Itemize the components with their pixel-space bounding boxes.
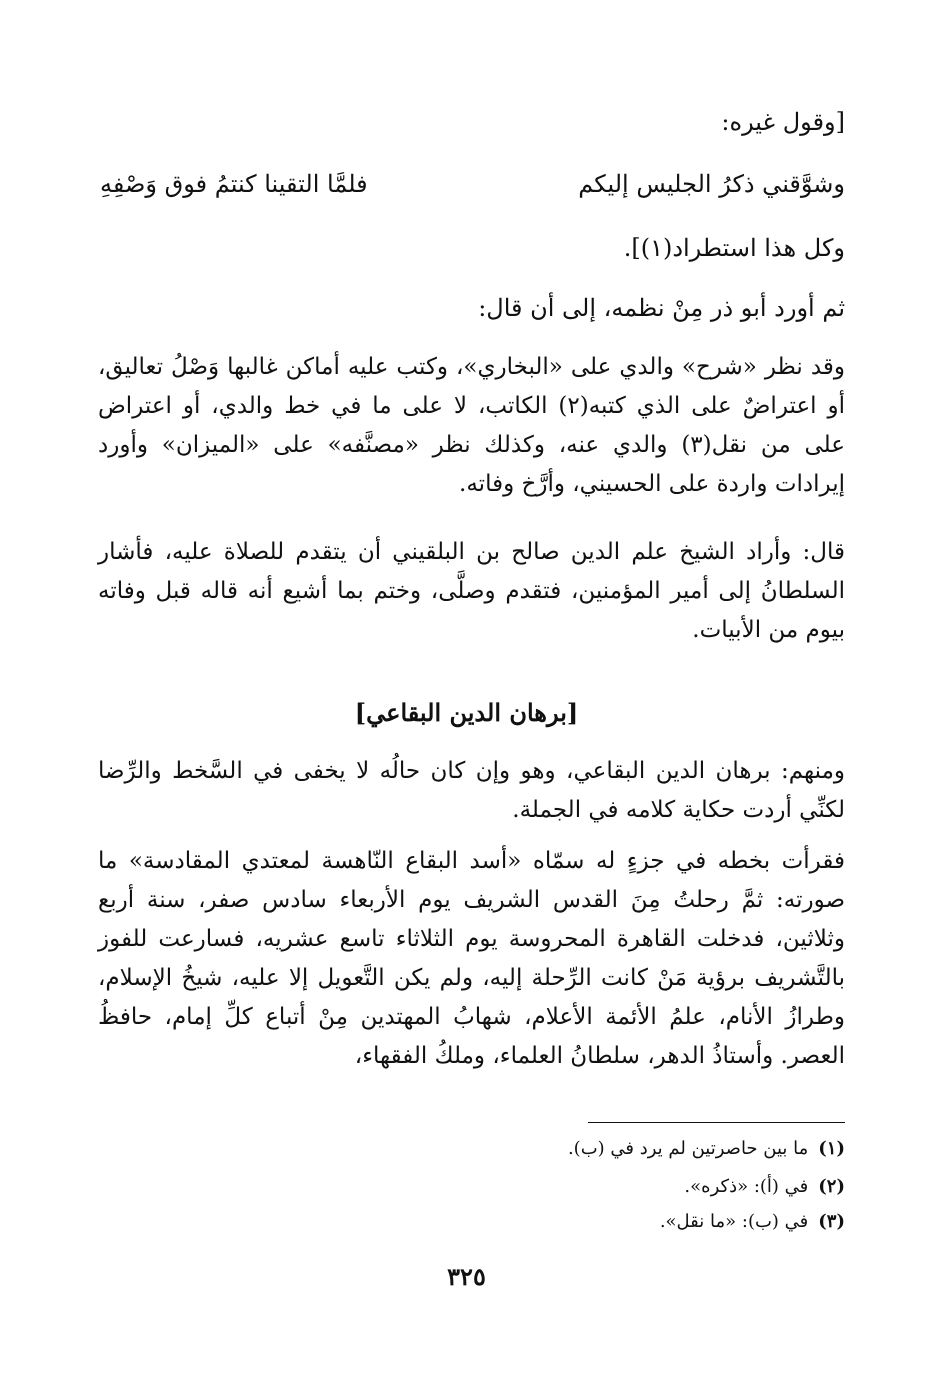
verse-right-hemistich: وشوَّقني ذكرُ الجليس إليكم	[578, 170, 845, 198]
verse-left-hemistich: فلمَّا التقينا كنتمُ فوق وَصْفِهِ	[100, 170, 368, 198]
paragraph-funeral-prayer: قال: وأراد الشيخ علم الدين صالح بن البلقيني أن يتقدم للصلاة عليه، فأشار السلطانُ إلى أمير المؤمنين، فتقدم وصلَّى، وختم بما أشيع أنه قاله قبل وفاته بيوم من الأبيات.	[98, 539, 845, 643]
footnote-number: (١)	[818, 1138, 845, 1159]
intro-quote: [وقول غيره:	[721, 108, 845, 136]
footnote-separator	[588, 1122, 845, 1123]
paragraph-biqai-quote: فقرأت بخطه في جزءٍ له سمّاه «أسد البقاع النّاهسة لمعتدي المقادسة» ما صورته: ثمَّ رحلتُ مِنَ القدس الشريف يوم الأربعاء سادس صفر، سنة أربع وثلاثين، فدخلت القاهرة المحروسة يوم الثلاثاء تاسع عشريه، فسارعت للفوز بالتَّشريف برؤية مَنْ كانت الرِّحلة إليه، ولم يكن التَّعويل إلا عليه، شيخُ الإسلام، وطرازُ الأنام، علمُ الأئمة الأعلام، شهابُ المهتدين مِنْ أتباع كلِّ إمام، حافظُ العصر. وأستاذُ الدهر، سلطانُ العلماء، وملكُ الفقهاء،	[98, 848, 845, 1069]
footnote-text: في (ب): «ما نقل».	[659, 1211, 809, 1232]
footnote-3	[85, 1208, 845, 1236]
paragraph-father-works: وقد نظر «شرح» والدي على «البخاري»، وكتب عليه أماكن غالبها وَصْلُ تعاليق، أو اعتراضٌ على الذي كتبه(٢) الكاتب، لا على ما في خط والدي، أو اعتراض على من نقل(٣) والدي عنه، وكذلك نظر «مصنَّفه» على «الميزان» وأورد إيرادات واردة على الحسيني، وأرَّخ وفاته.	[98, 354, 845, 497]
transition-line: ثم أورد أبو ذر مِنْ نظمه، إلى أن قال:	[478, 294, 845, 322]
page-number: ٣٢٥	[447, 1262, 486, 1291]
footnote-number: (٣)	[818, 1211, 845, 1232]
footnote-number: (٢)	[818, 1176, 845, 1197]
digression-line: وكل هذا استطراد(١)].	[623, 234, 845, 262]
footnote-text: في (أ): «ذكره».	[684, 1176, 809, 1197]
footnote-text: ما بين حاصرتين لم يرد في (ب).	[567, 1138, 809, 1159]
footnote-2	[85, 1173, 845, 1201]
footnote-1	[85, 1135, 845, 1163]
section-heading: [برهان الدين البقاعي]	[354, 698, 579, 727]
paragraph-biqai-intro: ومنهم: برهان الدين البقاعي، وهو وإن كان حالُه لا يخفى في السَّخط والرِّضا لكنِّي أردت حكاية كلامه في الجملة.	[98, 758, 845, 823]
